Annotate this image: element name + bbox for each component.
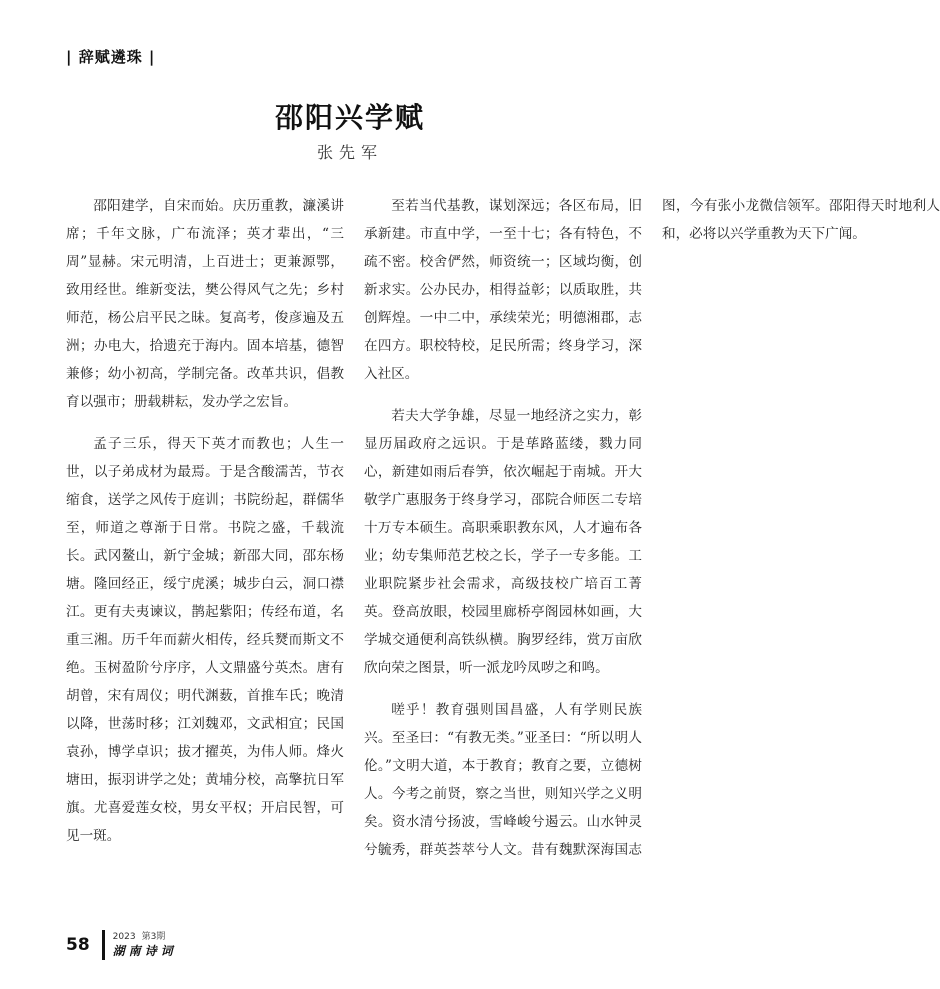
article-body: [66, 192, 940, 892]
issue-line: [113, 931, 177, 943]
issue-year: 2023: [112, 932, 136, 942]
paragraph-3: 至若当代基教，谋划深远；各区布局，旧承新建。市直中学，一至十七；各有特色，不疏不密。校舍俨然，师资统一；区域均衡，创新求实。公办民办，相得益彰；以质取胜，共创辉煌。一中二中，承续荣光；明德湘郡，志在四方。职校特校，足民所需；终身学习，深入社区。: [364, 198, 642, 382]
magazine-name: 湖南诗词: [112, 944, 177, 958]
page-number: 58: [66, 935, 90, 955]
paragraph-1: 邵阳建学，自宋而始。庆历重教，濂溪讲席；千年文脉，广布流泽；英才辈出，“三周”显赫。宋元明清，上百进士；更兼源鄂，致用经世。维新变法，樊公得风气之先；乡村师范，杨公启平民之昧。复高考，俊彦遍及五洲；办电大，拾遗充于海内。固本培基，德智兼修；幼小初高，学制完备。改革共识，倡教育以强市；册载耕耘，发办学之宏旨。: [66, 198, 344, 410]
paragraph-4: 若夫大学争雄，尽显一地经济之实力，彰显历届政府之远识。于是荜路蓝缕，戮力同心，新建如雨后春笋，依次崛起于南城。开大敬学广惠服务于终身学习，邵院合师医二专培十万专本硕生。高职乘职教东风，人才遍布各业；幼专集师范艺校之长，学子一专多能。工业职院紧步社会需求，高级技校广培百工菁英。登高放眼，校园里廊桥亭阁园林如画，大学城交通便利高铁纵横。胸罗经纬，赏万亩欣欣向荣之图景，听一派龙吟凤哕之和鸣。: [364, 408, 642, 676]
paragraph-2: 孟子三乐，得天下英才而教也；人生一世，以子弟成材为最焉。于是含酸濡苦，节衣缩食，送学之风传于庭训；书院纷起，群儒华至，师道之尊渐于日常。书院之盛，千载流长。武冈鳌山，新宁金城；新邵大同，邵东杨塘。隆回经正，绥宁虎溪；城步白云，洞口襟江。更有夫夷谏议，鹊起紫阳；传经布道，名重三湘。历千年而薪火相传，经兵燹而斯文不绝。玉树盈阶兮序序，人文鼎盛兮英杰。唐有胡曾，宋有周仪；明代渊薮，首推车氏；晚清以降，世荡时移；江刘魏邓，文武相宜；民国袁孙，博学卓识；拔才擢英，为伟人师。烽火塘田，振羽讲学之处；黄埔分校，高擎抗日军旗。尤喜爱莲女校，男女平权；开启民智，可见一斑。: [66, 436, 344, 844]
article-author: 张先军: [316, 143, 383, 162]
paragraph-5: 嗟乎！教育强则国昌盛，人有学则民族兴。至圣曰：“有教无类。”亚圣曰：“所以明人伦。”文明大道，本于教育；教育之要，立德树人。今考之前贤，察之当世，则知兴学之义明矣。资水清兮扬波，雪峰峻兮遏云。山水钟灵兮毓秀，群英荟萃兮人文。昔有魏默深海国志图，今有张小龙微信领军。邵阳得天时地利人和，必将以兴学重教为天下广闻。: [364, 198, 940, 858]
section-label: | 辞赋遴珠 |: [66, 48, 156, 66]
article-title: 邵阳兴学赋: [274, 101, 425, 134]
issue-number: 第3期: [141, 932, 166, 942]
footer-divider: [102, 930, 105, 960]
publication-info: [113, 931, 177, 959]
page-footer: [66, 928, 177, 962]
